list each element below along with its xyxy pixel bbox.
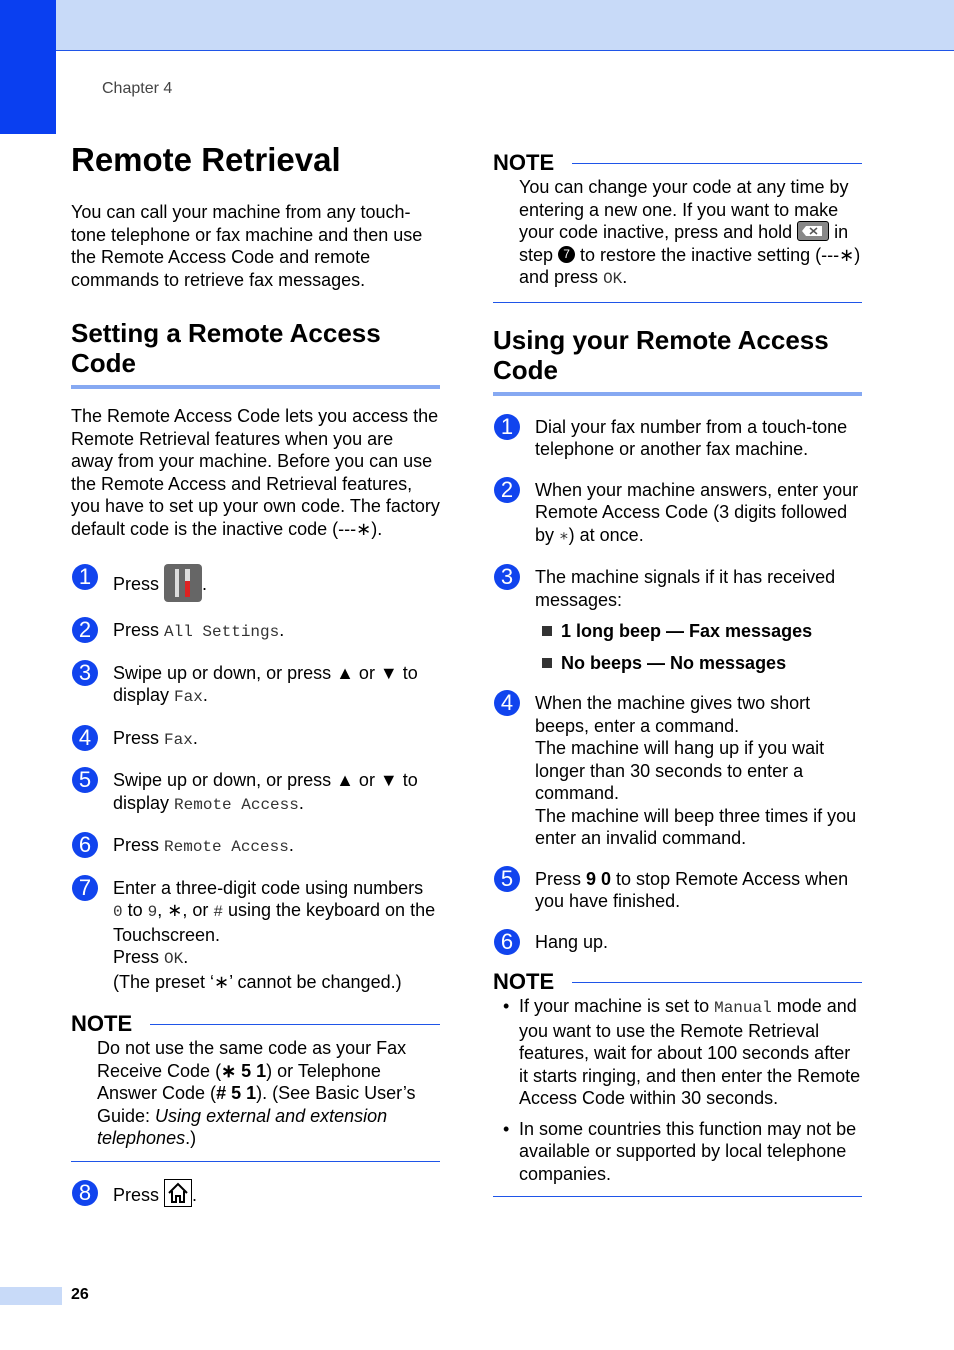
- step-8: 8 Press .: [71, 1182, 440, 1210]
- step-2: 2 Press All Settings.: [71, 619, 440, 644]
- step-number: 8: [72, 1180, 98, 1206]
- header-band: [0, 0, 954, 51]
- step-6: 6 Press Remote Access.: [71, 834, 440, 859]
- chapter-label: Chapter 4: [102, 80, 173, 97]
- step-4: 4 Press Fax.: [71, 727, 440, 752]
- ok-button-label[interactable]: OK: [603, 270, 623, 288]
- step-number: 2: [494, 477, 520, 503]
- chapter-tab: [0, 0, 56, 134]
- list-item: • In some countries this function may not be available or supported by local telephone companies.: [503, 1118, 857, 1184]
- home-icon[interactable]: [164, 1179, 192, 1207]
- intro-paragraph: You can call your machine from any touch-tone telephone or fax machine and then use the Remote Access Code and remote commands to retrieve fax messages.: [71, 202, 423, 290]
- menu-remote-access[interactable]: Remote Access: [164, 838, 289, 856]
- list-item: 1 long beep — Fax messages: [535, 620, 862, 643]
- section-heading-using: Using your Remote Access Code: [493, 325, 862, 396]
- menu-remote-access[interactable]: Remote Access: [174, 795, 299, 814]
- step-number: 5: [494, 866, 520, 892]
- step-7: 7 Enter a three-digit code using numbers 0 to 9, ∗, or # using the keyboard on the Touchscreen. Press OK. (The preset ‘∗’ cannot be changed.): [71, 877, 440, 994]
- step-1: 1 Dial your fax number from a touch-tone telephone or another fax machine.: [493, 416, 862, 461]
- step-6: 6 Hang up.: [493, 931, 862, 954]
- step-number: 4: [72, 725, 98, 751]
- step-number: 6: [494, 929, 520, 955]
- right-column: [493, 150, 862, 1197]
- menu-fax[interactable]: Fax: [164, 730, 193, 749]
- step-1: 1 Press .: [71, 566, 440, 609]
- using-steps: [493, 413, 862, 954]
- step-3: 3 The machine signals if it has received messages: 1 long beep — Fax messages No beeps — No messages: [493, 566, 862, 674]
- step-2: 2 When your machine answers, enter your Remote Access Code (3 digits followed by ∗) at once.: [493, 479, 862, 549]
- step-5: 5 Swipe up or down, or press ▲ or ▼ to display Remote Access.: [71, 769, 440, 816]
- step-number: 2: [72, 617, 98, 643]
- step-number: 6: [72, 832, 98, 858]
- delete-key-icon[interactable]: [797, 221, 829, 241]
- list-item: No beeps — No messages: [535, 652, 862, 675]
- left-column: [71, 140, 440, 1210]
- note-text: You can change your code at any time by entering a new one. If you want to make your code inactive, press and hold in step 7 to restore the inactive setting (---∗) and press OK.: [519, 177, 861, 288]
- note-title: NOTE: [493, 969, 555, 994]
- ok-button-label[interactable]: OK: [164, 950, 184, 968]
- note-text: [493, 995, 862, 1196]
- page-number: 26: [71, 1286, 89, 1303]
- step-number: 3: [494, 564, 520, 590]
- section-intro: The Remote Access Code lets you access the Remote Retrieval features when you are away from your machine. Before you can use the Remote Access and Retrieval features, you have to set up your own code. The factory default code is the inactive code (---∗).: [71, 406, 440, 539]
- note-box-change-code: [493, 150, 862, 303]
- step-number: 3: [72, 660, 98, 686]
- note-box: [71, 1011, 440, 1162]
- page-title: Remote Retrieval: [71, 141, 341, 178]
- note-title: NOTE: [71, 1011, 133, 1036]
- page-number-band: [0, 1287, 62, 1305]
- note-title: NOTE: [493, 150, 555, 175]
- step-number: 1: [72, 564, 98, 590]
- menu-all-settings[interactable]: All Settings: [164, 623, 280, 641]
- menu-fax[interactable]: Fax: [174, 688, 203, 706]
- step-number: 7: [72, 875, 98, 901]
- step-number: 1: [494, 414, 520, 440]
- note-box-availability: [493, 969, 862, 1197]
- step-reference: 7: [558, 246, 575, 263]
- setting-steps: [71, 566, 440, 993]
- step-5: 5 Press 9 0 to stop Remote Access when you have finished.: [493, 868, 862, 913]
- section-heading-setting: Setting a Remote Access Code: [71, 318, 440, 389]
- note-text: Do not use the same code as your Fax Receive Code (∗ 5 1) or Telephone Answer Code (# 5 1). (See Basic User’s Guide: Using external and extension telephones.): [97, 1038, 416, 1148]
- step-3: 3 Swipe up or down, or press ▲ or ▼ to display Fax.: [71, 662, 440, 709]
- settings-tools-icon[interactable]: [164, 564, 202, 602]
- step-number: 4: [494, 690, 520, 716]
- step-number: 5: [72, 767, 98, 793]
- step-4: 4 When the machine gives two short beeps, enter a command. The machine will hang up if you wait longer than 30 seconds to enter a command. The machine will beep three times if you enter an invalid command.: [493, 692, 862, 850]
- list-item: • If your machine is set to Manual mode and you want to use the Remote Retrieval features, wait for about 100 seconds after it starts ringing, and then enter the Remote Access Code within 30 seconds.: [503, 996, 861, 1108]
